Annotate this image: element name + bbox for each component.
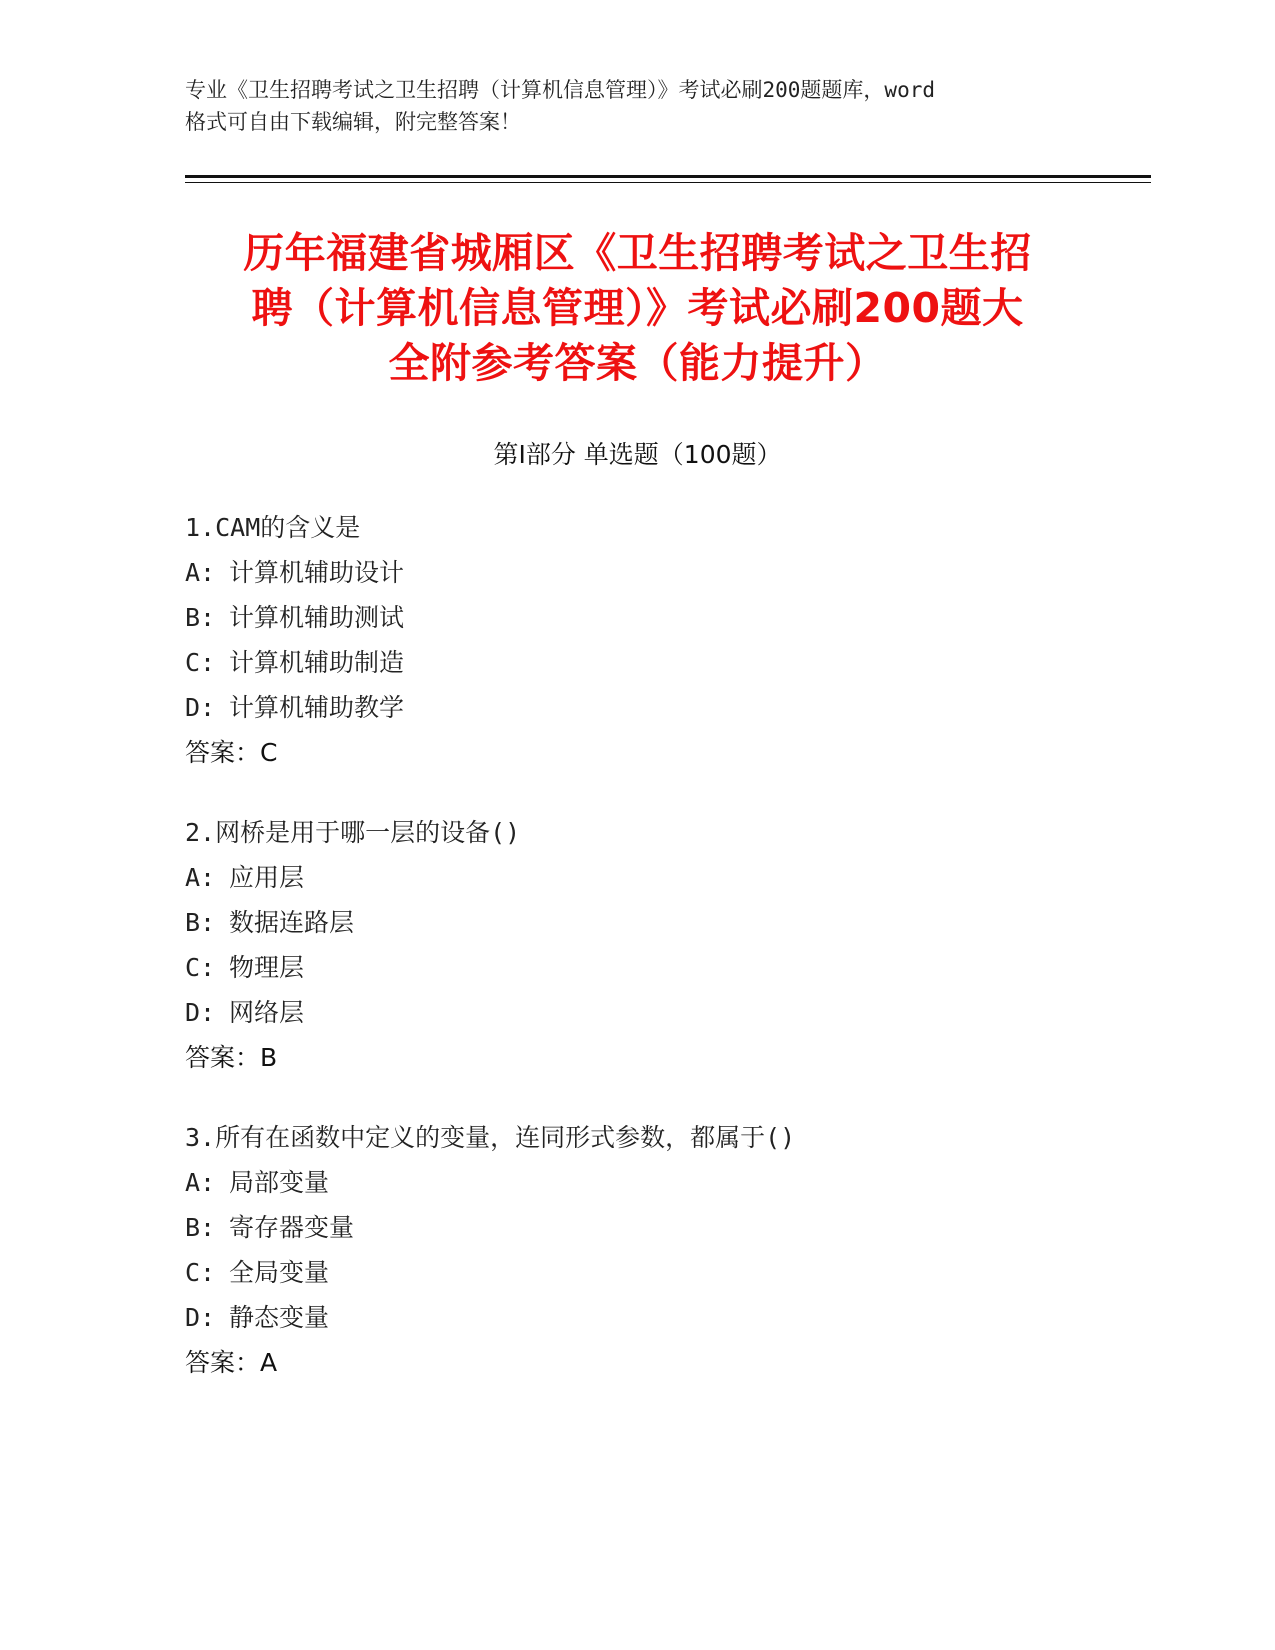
option-a xyxy=(185,550,1085,595)
title-line-1: 历年福建省城厢区《卫生招聘考试之卫生招 xyxy=(243,229,1032,277)
option-letter: A: xyxy=(185,558,216,587)
option-text: 计算机辅助教学 xyxy=(229,693,405,722)
option-text: 全局变量 xyxy=(229,1258,330,1287)
answer-line: 答案：A xyxy=(185,1348,278,1377)
option-text: 数据连路层 xyxy=(229,908,355,937)
document-title xyxy=(185,226,1090,391)
option-d xyxy=(185,1295,1085,1340)
option-text: 物理层 xyxy=(229,953,305,982)
option-letter: A: xyxy=(185,1168,216,1197)
option-letter: D: xyxy=(185,998,216,1027)
option-a xyxy=(185,855,1085,900)
option-c xyxy=(185,945,1085,990)
option-letter: C: xyxy=(185,1258,216,1287)
option-text: 静态变量 xyxy=(229,1303,330,1332)
option-c xyxy=(185,640,1085,685)
option-letter: D: xyxy=(185,1303,216,1332)
option-d xyxy=(185,990,1085,1035)
option-text: 局部变量 xyxy=(229,1168,330,1197)
option-d xyxy=(185,685,1085,730)
title-line-2: 聘（计算机信息管理）》考试必刷200题大 xyxy=(251,284,1024,332)
option-c xyxy=(185,1250,1085,1295)
option-letter: C: xyxy=(185,953,216,982)
question-text: 1.CAM的含义是 xyxy=(185,513,361,542)
question-text: 3.所有在函数中定义的变量，连同形式参数，都属于() xyxy=(185,1123,796,1152)
header-rule-thick xyxy=(185,175,1151,178)
option-text: 应用层 xyxy=(229,863,305,892)
option-b xyxy=(185,900,1085,945)
option-b xyxy=(185,1205,1085,1250)
option-text: 计算机辅助制造 xyxy=(229,648,405,677)
option-text: 计算机辅助设计 xyxy=(229,558,405,587)
header-note xyxy=(185,74,1085,138)
option-b xyxy=(185,595,1085,640)
question-1 xyxy=(185,505,1085,775)
option-text: 计算机辅助测试 xyxy=(229,603,405,632)
option-letter: B: xyxy=(185,1213,216,1242)
option-letter: D: xyxy=(185,693,216,722)
question-2 xyxy=(185,810,1085,1080)
option-text: 寄存器变量 xyxy=(229,1213,355,1242)
option-a xyxy=(185,1160,1085,1205)
title-line-3: 全附参考答案（能力提升） xyxy=(388,339,887,387)
option-text: 网络层 xyxy=(229,998,305,1027)
answer-line: 答案：C xyxy=(185,738,278,767)
option-letter: C: xyxy=(185,648,216,677)
option-letter: B: xyxy=(185,603,216,632)
section-heading: 第Ⅰ部分 单选题（100题） xyxy=(493,440,782,469)
option-letter: A: xyxy=(185,863,216,892)
header-rule-thin xyxy=(185,182,1151,183)
header-note-line-2: 格式可自由下载编辑，附完整答案！ xyxy=(185,110,521,134)
answer-line: 答案：B xyxy=(185,1043,278,1072)
question-3 xyxy=(185,1115,1085,1385)
option-letter: B: xyxy=(185,908,216,937)
question-text: 2.网桥是用于哪一层的设备() xyxy=(185,818,521,847)
header-note-line-1: 专业《卫生招聘考试之卫生招聘（计算机信息管理）》考试必刷200题题库，word xyxy=(185,78,935,102)
